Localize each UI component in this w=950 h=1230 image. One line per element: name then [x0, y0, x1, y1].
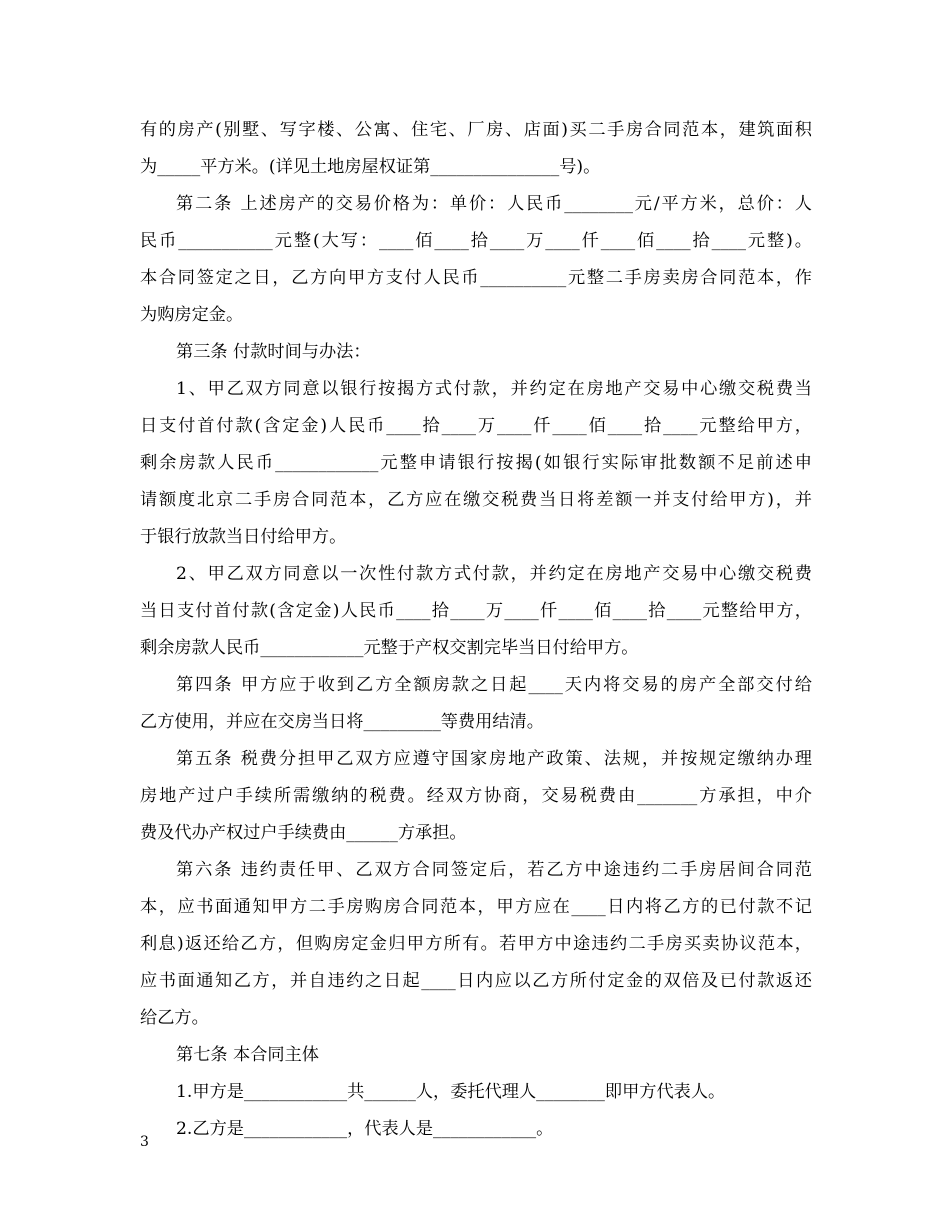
text-line: 2.乙方是____________，代表人是____________。: [176, 1119, 554, 1139]
text-line: 有的房产(别墅、写字楼、公寓、住宅、厂房、店面)买二手房合同范本，建筑面积: [140, 120, 812, 140]
text-line: 第七条 本合同主体: [176, 1045, 319, 1065]
text-line: 剩余房款人民币____________元整于产权交割完毕当日付给甲方。: [140, 638, 639, 658]
text-line: 民币___________元整(大写：____佰____拾____万____仟____佰____拾____元整)。: [140, 231, 812, 251]
text-line: 剩余房款人民币____________元整申请银行按揭(如银行实际审批数额不足前述申: [140, 453, 812, 473]
text-line: 第六条 违约责任甲、乙双方合同签定后，若乙方中途违约二手房居间合同范: [176, 860, 812, 880]
text-line: 当日支付首付款(含定金)人民币____拾____万____仟____佰____拾____元整给甲方，: [140, 601, 812, 621]
text-line: 1.甲方是____________共______人，委托代理人________即甲方代表人。: [176, 1082, 726, 1102]
text-line: 2、甲乙双方同意以一次性付款方式付款，并约定在房地产交易中心缴交税费: [176, 564, 812, 584]
text-line: 为购房定金。: [140, 305, 244, 325]
text-line: 于银行放款当日付给甲方。: [140, 527, 347, 547]
text-line: 房地产过户手续所需缴纳的税费。经双方协商，交易税费由_______方承担，中介: [140, 786, 812, 806]
text-line: 费及代办产权过户手续费由______方承担。: [140, 823, 467, 843]
text-line: 第五条 税费分担甲乙双方应遵守国家房地产政策、法规，并按规定缴纳办理: [176, 749, 812, 769]
text-line: 第四条 甲方应于收到乙方全额房款之日起____天内将交易的房产全部交付给: [176, 675, 812, 695]
text-line: 请额度北京二手房合同范本，乙方应在缴交税费当日将差额一并支付给甲方)，并: [140, 490, 812, 510]
text-line: 日支付首付款(含定金)人民币____拾____万____仟____佰____拾____元整给甲方，: [140, 416, 812, 436]
text-line: 第二条 上述房产的交易价格为：单价：人民币________元/平方米，总价：人: [176, 194, 812, 214]
text-line: 给乙方。: [140, 1008, 209, 1028]
text-line: 乙方使用，并应在交房当日将_________等费用结清。: [140, 712, 544, 732]
text-line: 为_____平方米。(详见土地房屋权证第_______________号)。: [140, 157, 601, 177]
text-line: 本合同签定之日，乙方向甲方支付人民币__________元整二手房卖房合同范本，作: [140, 268, 812, 288]
page-number: 3: [140, 1134, 149, 1150]
text-line: 应书面通知乙方，并自违约之日起____日内应以乙方所付定金的双倍及已付款返还: [140, 971, 812, 991]
text-line: 第三条 付款时间与办法：: [176, 342, 371, 362]
contract-body-text: [140, 112, 812, 1148]
text-line: 1、甲乙双方同意以银行按揭方式付款，并约定在房地产交易中心缴交税费当: [176, 379, 812, 399]
text-line: 利息)返还给乙方，但购房定金归甲方所有。若甲方中途违约二手房买卖协议范本，: [140, 934, 812, 954]
text-line: 本，应书面通知甲方二手房购房合同范本，甲方应在____日内将乙方的已付款不记: [140, 897, 812, 917]
